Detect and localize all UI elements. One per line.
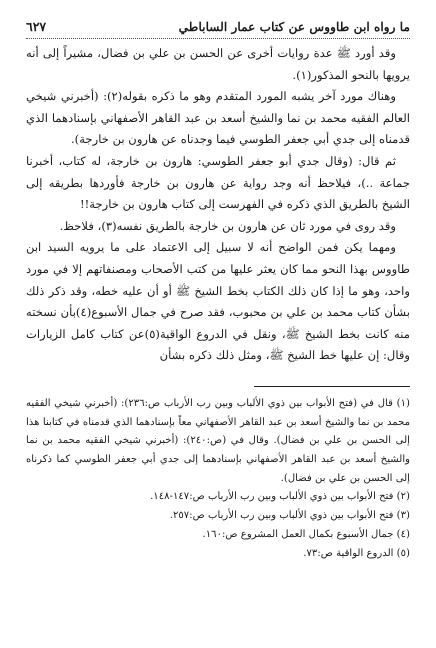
paragraph: ثم قال: (وقال جدي أبو جعفر الطوسي: هارون بن خارجة، له كتاب، أخبرنا جماعة ..)، فيلاحظ أنه وجد رواية عن هارون بن خارجة فأوردها بطريقه إلى الشيخ بالطريق الذي ذكره في الفهرست إلى كتاب هارون بن خارجة!! [26, 153, 410, 212]
header-divider [26, 38, 410, 39]
header-title: ما رواه ابن طاووس عن كتاب عمار الساباطي [178, 20, 410, 34]
footnote-separator [254, 386, 410, 387]
paragraph: وقد روى في مورد ثان عن هارون بن خارجة بالطريق نفسه(٣)، فلاحظ. [59, 218, 396, 233]
footnote: (٥) الدروع الواقية ص:٧٣. [303, 547, 410, 559]
paragraph: ومهما يكن فمن الواضح أنه لا سبيل إلى الاعتماد على ما يرويه السيد ابن طاووس بهذا النحو مما كان يعثر عليها من كتب الأصحاب ومصنفاتهم إلا في مورد واحد، وهو ما إذا كان ذلك الكتاب بخط الشيخ ﷺ أو أن عليه خطه، وقد ذكر ذلك بشأن كتاب محمد بن علي بن محبوب، فقد صرح في جمال الأسبوع(٤)بأن نسخته منه كانت بخط الشيخ ﷺ، ونقل في الدروع الواقية(٥)عن كتاب كامل الزيارات وقال: إن عليها خط الشيخ ﷺ، ومثل ذلك ذكره بشأن [26, 240, 410, 363]
paragraph: وقد أورد ﷺ عدة روايات أخرى عن الحسن بن علي بن فضال، مشيراً إلى أنه يرويها بالنحو المذكور(١). [26, 46, 410, 82]
paragraph: وهناك مورد آخر يشبه المورد المتقدم وهو ما ذكره بقوله(٢): (أخبرني شيخي العالم الفقيه محمد بن نما والشيخ أسعد بن عبد القاهر الأصفهاني بإسنادهما الذي قدمناه إلى جدي أبي جعفر الطوسي فيما وجدناه عن هارون بن خارجة). [26, 89, 410, 147]
page-number: ٦٢٧ [26, 19, 47, 34]
running-header [26, 18, 410, 36]
footnote: (٢) فتح الأبواب بين ذوي الألباب وبين رب الأرباب ص:١٤٧-١٤٨. [150, 491, 410, 503]
footnote: (١) قال في (فتح الأبواب بين ذوي الألباب وبين رب الأرباب ص:٢٣٦): (أخبرني شيخي الفقيه محمد بن نما والشيخ أسعد بن عبد القاهر الأصفهاني معاً بإسنادهما الذي قدمناه في كتابنا هذا إلى الحسن بن علي بن فضال). وقال في (ص:٢٤٠): (أخبرني شيخي الفقيه محمد بن نما والشيخ أسعد بن عبد القاهر الأصفهاني بإسنادهما إلى جدي أبي جعفر الطوسي كما ذكرناه إلى الحسن بن علي بن فضال). [26, 397, 410, 484]
footnotes [26, 395, 410, 563]
footnote: (٤) جمال الأسبوع بكمال العمل المشروع ص:١٦٠. [202, 528, 410, 540]
footnote: (٣) فتح الأبواب بين ذوي الألباب وبين رب الأرباب ص:٢٥٧. [169, 510, 410, 522]
body-text [26, 43, 410, 367]
